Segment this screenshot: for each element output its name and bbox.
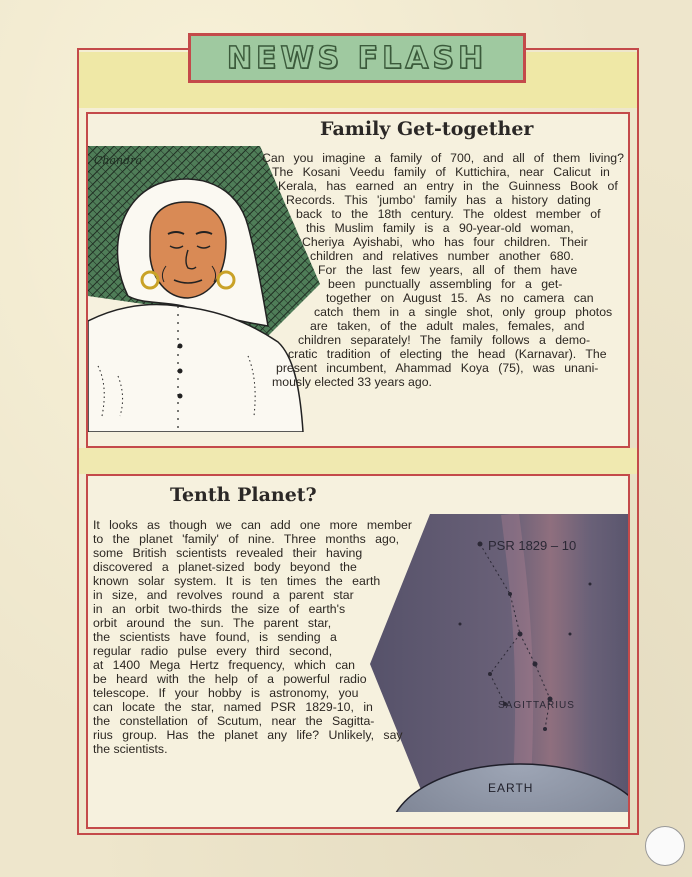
article-planet-body-line: the scientists. [93,742,168,756]
article-family-body-line: cratic tradition of electing the head (Karnavar). The [288,347,607,361]
article-planet-body-line: known solar system. It is ten times the earth [93,574,381,588]
article-planet-body-line: orbit around the sun. The parent star, [93,616,332,630]
article-planet-body-line: can locate the star, named PSR 1829-10, in [93,700,373,714]
article-planet-body-line: at 1400 Mega Hertz frequency, which can [93,658,356,672]
article-planet-body-line: rius group. Has the planet any life? Unlikely, say [93,728,403,742]
earth-label: EARTH [488,781,534,795]
article-planet-body-line: some British scientists revealed their having [93,546,363,560]
logo-stamp [645,826,685,866]
article-family-body-line: Can you imagine a family of 700, and all of them living? [262,151,624,165]
article-family-body-line: children and relatives number another 680. [310,249,574,263]
divider-band [79,448,637,474]
article-planet-body-line: the constellation of Scutum, near the Sagitta- [93,714,375,728]
article-family-body-line: are taken, of the adult males, females, and [310,319,585,333]
article-planet-body-line: to the planet 'family' of nine. Three months ago, [93,532,400,546]
article-planet-body-line: be heard with the help of a powerful radio [93,672,367,686]
article-planet-body-line: It looks as though we can add one more member [93,518,412,532]
news-flash-banner [188,33,526,83]
article-family-body-line: mously elected 33 years ago. [272,375,432,389]
article-planet-body-line: regular radio pulse every third second, [93,644,333,658]
article-family-body-line: catch them in a single shot, only group photos [314,305,613,319]
article-family-body-line: Records. This 'jumbo' family has a history dating [286,193,591,207]
article-family-body-line: together on August 15. As no camera can [326,291,594,305]
article-family-body-line: this Muslim family is a 90-year-old woman, [306,221,574,235]
article-planet-heading: Tenth Planet? [170,484,317,506]
artist-signature: Chandra [94,154,143,167]
article-planet-body-line: discovered a planet-sized body beyond the [93,560,357,574]
article-family-body-line: The Kosani Veedu family of Kuttichira, near Calicut in [272,165,610,179]
article-family-body-line: back to the 18th century. The oldest member of [296,207,601,221]
article-planet-body-line: in size, and revolves round a parent star [93,588,354,602]
night-sky-illustration [370,514,628,812]
sagittarius-label: SAGITTARIUS [498,700,575,711]
article-family-body-line: children separately! The family follows a demo- [298,333,591,347]
article-planet-body-line: in an orbit two-thirds the size of earth's [93,602,346,616]
article-family-body-line: Cheriya Ayishabi, who has four children. Their [302,235,588,249]
article-planet-body-line: telescope. If your hobby is astronomy, you [93,686,359,700]
article-family-body-line: present incumbent, Ahammad Koya (75), was unani- [276,361,599,375]
psr-star-label: PSR 1829 – 10 [488,538,577,553]
article-family-heading: Family Get-together [320,118,534,140]
article-family-body-line: Kerala, has earned an entry in the Guinness Book of [278,179,618,193]
article-planet-body-line: the scientists have found, is sending a [93,630,337,644]
article-family-body-line: been punctually assembling for a get- [328,277,563,291]
banner-title: NEWS FLASH [226,40,488,76]
article-family-body-line: For the last few years, all of them have [318,263,578,277]
